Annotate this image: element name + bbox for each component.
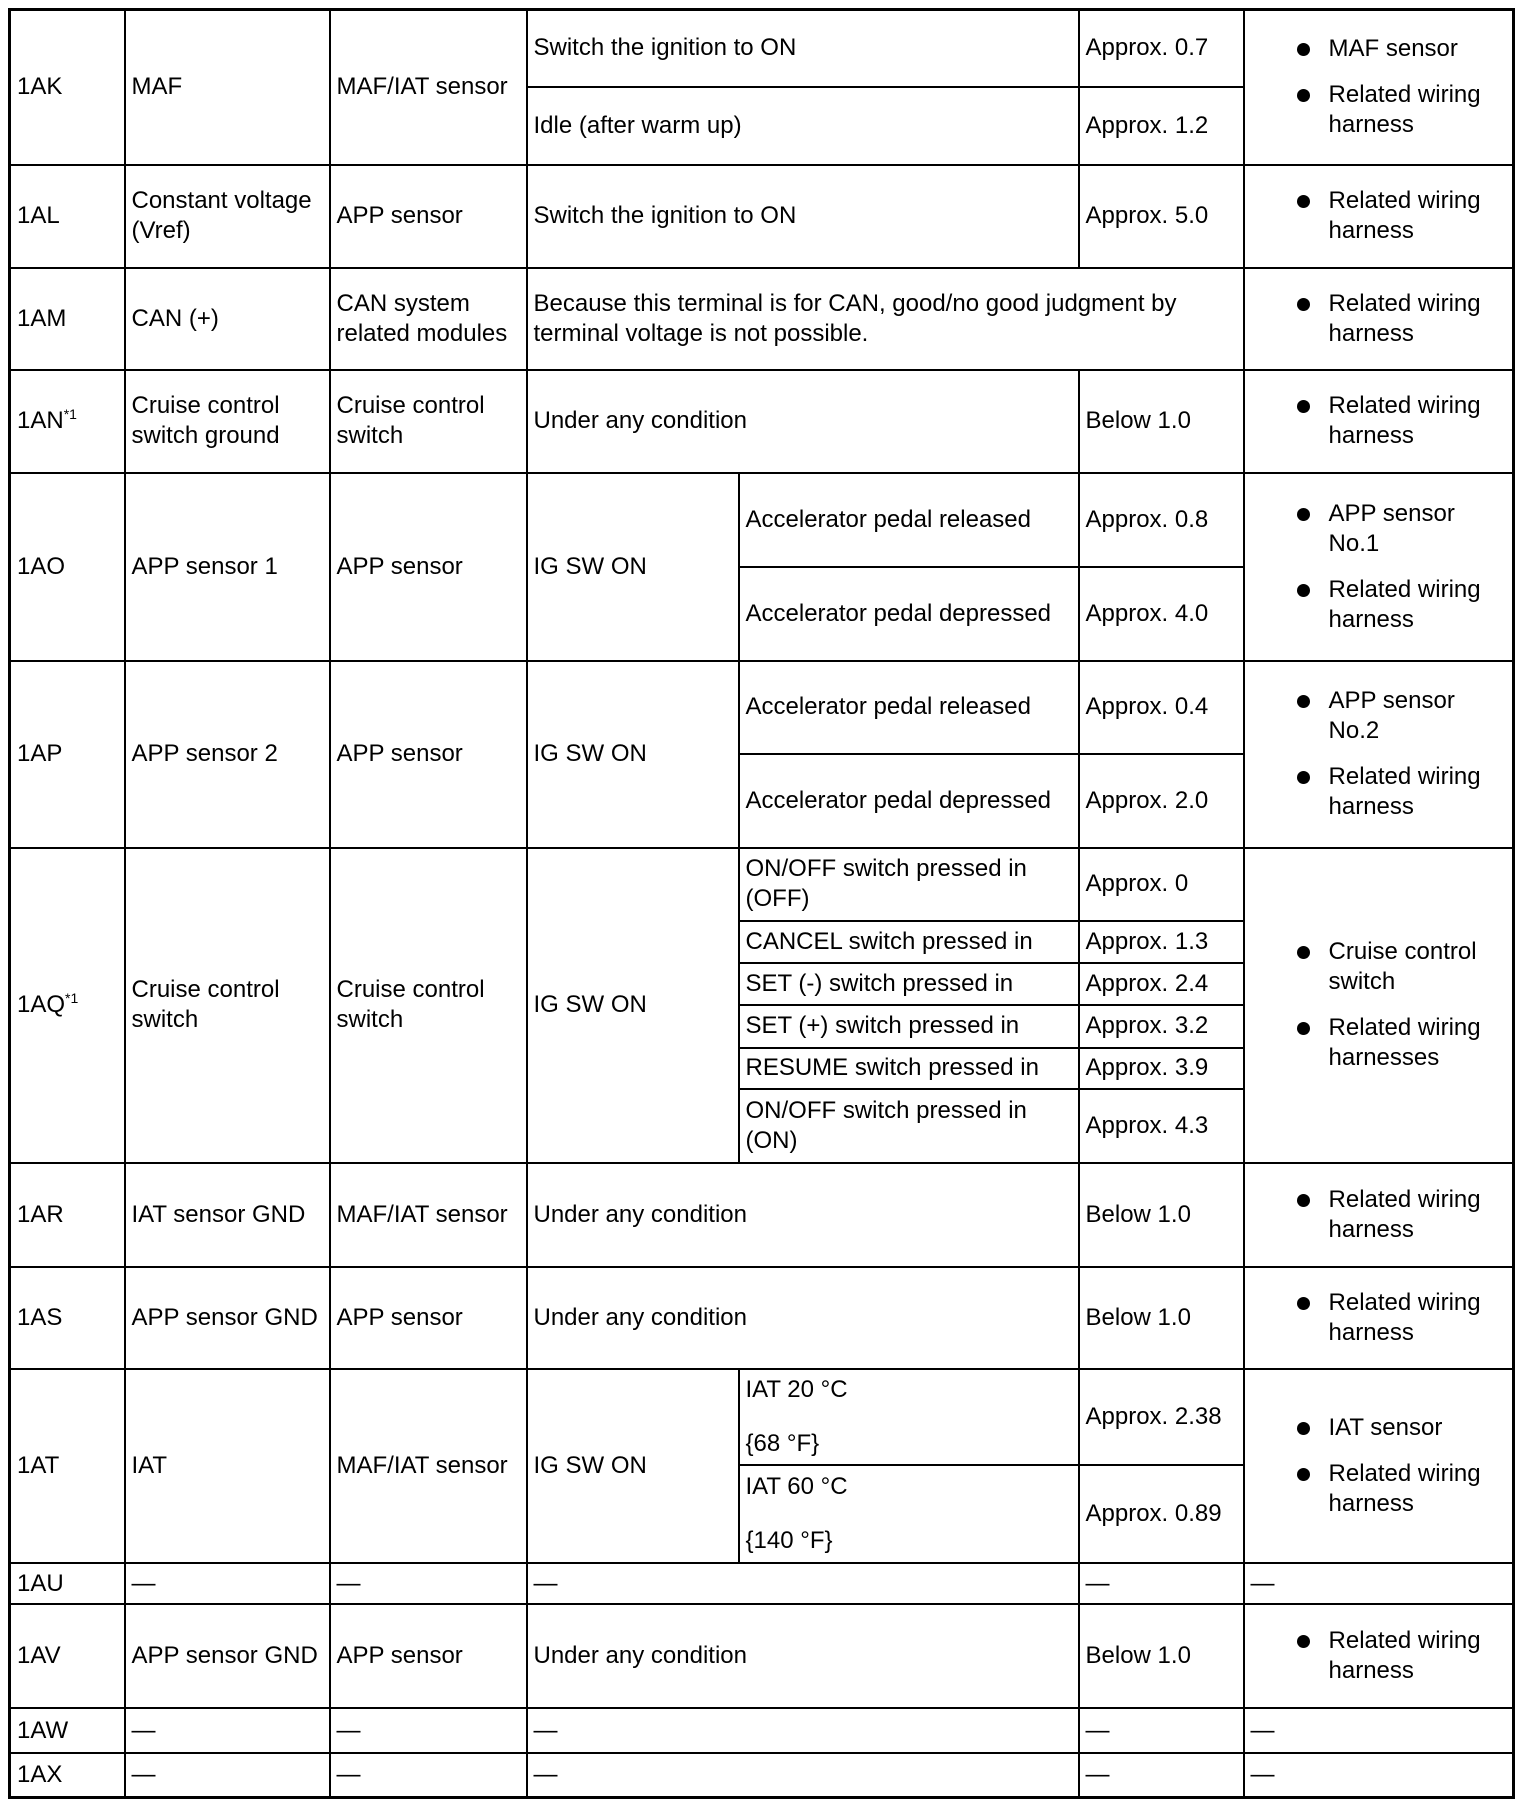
voltage-cell: Below 1.0 <box>1079 370 1244 473</box>
inspection-cell <box>1244 1163 1514 1267</box>
terminal-cell: 1AN$^{*1}$ <box>10 370 125 473</box>
condition-cell: Under any condition <box>527 1267 1079 1369</box>
connected-to-cell: — <box>330 1708 527 1753</box>
inspection-cell <box>1244 1267 1514 1369</box>
voltage-cell: Approx. 0 <box>1079 848 1244 921</box>
bullet-icon <box>1297 43 1310 56</box>
inspection-item: Related wiring harness <box>1251 80 1507 140</box>
inspection-item: APP sensor No.1 <box>1251 499 1507 559</box>
inspection-cell <box>1244 661 1514 848</box>
condition-cell: IG SW ON <box>527 473 739 661</box>
voltage-cell: Approx. 3.2 <box>1079 1005 1244 1048</box>
signal-cell: IAT <box>125 1369 330 1563</box>
signal-cell: APP sensor GND <box>125 1604 330 1708</box>
terminal-voltage-table <box>8 8 1515 1799</box>
table-row <box>10 1267 1514 1369</box>
condition-cell: Under any condition <box>527 370 1079 473</box>
signal-cell: IAT sensor GND <box>125 1163 330 1267</box>
condition-cell: — <box>527 1563 1079 1604</box>
voltage-cell: Approx. 2.38 <box>1079 1369 1244 1465</box>
inspection-item: Related wiring harness <box>1251 289 1507 349</box>
table-row <box>10 661 1514 754</box>
state-line: IAT 60 °C <box>745 1473 848 1501</box>
connected-to-cell: MAF/IAT sensor <box>330 10 527 165</box>
terminal-cell: 1AV <box>10 1604 125 1708</box>
bullet-icon <box>1297 1297 1310 1310</box>
signal-cell: — <box>125 1708 330 1753</box>
voltage-cell: Approx. 0.89 <box>1079 1465 1244 1563</box>
bullet-icon <box>1297 695 1310 708</box>
bullet-icon <box>1297 1022 1310 1035</box>
inspection-item: Related wiring harness <box>1251 1626 1507 1686</box>
inspection-item: APP sensor No.2 <box>1251 686 1507 746</box>
inspection-cell <box>1244 1369 1514 1563</box>
inspection-item: Cruise control switch <box>1251 937 1507 997</box>
connected-to-cell: APP sensor <box>330 1604 527 1708</box>
voltage-cell: — <box>1079 1708 1244 1753</box>
signal-cell: — <box>125 1563 330 1604</box>
signal-cell: MAF <box>125 10 330 165</box>
voltage-cell: Approx. 3.9 <box>1079 1048 1244 1089</box>
table-row <box>10 10 1514 87</box>
condition-cell: — <box>527 1753 1079 1797</box>
table-row <box>10 165 1514 268</box>
inspection-cell <box>1244 165 1514 268</box>
inspection-cell <box>1244 10 1514 165</box>
terminal-cell: 1AK <box>10 10 125 165</box>
table-row <box>10 1708 1514 1753</box>
table-row <box>10 1163 1514 1267</box>
inspection-cell: — <box>1244 1563 1514 1604</box>
inspection-item: Related wiring harness <box>1251 575 1507 635</box>
terminal-cell: 1AP <box>10 661 125 848</box>
voltage-cell: Approx. 2.4 <box>1079 963 1244 1005</box>
state-cell: ON/OFF switch pressed in (ON) <box>739 1089 1079 1163</box>
condition-cell: IG SW ON <box>527 661 739 848</box>
table-row <box>10 473 1514 567</box>
state-cell: SET (+) switch pressed in <box>739 1005 1079 1048</box>
terminal-cell: 1AM <box>10 268 125 370</box>
connected-to-cell: APP sensor <box>330 473 527 661</box>
note-cell: Because this terminal is for CAN, good/no good judgment by terminal voltage is not possible. <box>527 268 1244 370</box>
voltage-cell: Approx. 1.3 <box>1079 921 1244 963</box>
connected-to-cell: CAN system related modules <box>330 268 527 370</box>
connected-to-cell: APP sensor <box>330 1267 527 1369</box>
inspection-item: Related wiring harness <box>1251 1459 1507 1519</box>
condition-cell: Under any condition <box>527 1604 1079 1708</box>
inspection-item: Related wiring harnesses <box>1251 1013 1507 1073</box>
bullet-icon <box>1297 508 1310 521</box>
table-row <box>10 1563 1514 1604</box>
state-line: IAT 20 °C <box>745 1376 848 1404</box>
inspection-cell: — <box>1244 1708 1514 1753</box>
terminal-cell: 1AL <box>10 165 125 268</box>
voltage-cell: Approx. 0.7 <box>1079 10 1244 87</box>
condition-cell: IG SW ON <box>527 848 739 1163</box>
terminal-cell: 1AX <box>10 1753 125 1797</box>
voltage-cell: Below 1.0 <box>1079 1163 1244 1267</box>
bullet-icon <box>1297 89 1310 102</box>
bullet-icon <box>1297 400 1310 413</box>
condition-cell: Switch the ignition to ON <box>527 165 1079 268</box>
footnote-mark: *1 <box>63 406 77 423</box>
condition-cell: Idle (after warm up) <box>527 87 1079 165</box>
state-cell <box>739 1369 1079 1465</box>
bullet-icon <box>1297 584 1310 597</box>
signal-cell: Cruise control switch <box>125 848 330 1163</box>
inspection-cell <box>1244 848 1514 1163</box>
voltage-cell: Approx. 4.0 <box>1079 567 1244 661</box>
connected-to-cell: — <box>330 1753 527 1797</box>
table-row <box>10 268 1514 370</box>
state-cell: RESUME switch pressed in <box>739 1048 1079 1089</box>
state-cell: Accelerator pedal released <box>739 473 1079 567</box>
bullet-icon <box>1297 1635 1310 1648</box>
state-line: {68 °F} <box>745 1430 820 1458</box>
voltage-cell: Approx. 2.0 <box>1079 754 1244 848</box>
inspection-cell: — <box>1244 1753 1514 1797</box>
signal-cell: CAN (+) <box>125 268 330 370</box>
terminal-cell: 1AT <box>10 1369 125 1563</box>
bullet-icon <box>1297 195 1310 208</box>
voltage-cell: Below 1.0 <box>1079 1604 1244 1708</box>
bullet-icon <box>1297 298 1310 311</box>
bullet-icon <box>1297 1422 1310 1435</box>
inspection-item: Related wiring harness <box>1251 1288 1507 1348</box>
state-cell: Accelerator pedal depressed <box>739 754 1079 848</box>
inspection-cell <box>1244 268 1514 370</box>
inspection-item: Related wiring harness <box>1251 1185 1507 1245</box>
terminal-cell: 1AS <box>10 1267 125 1369</box>
signal-cell: Cruise control switch ground <box>125 370 330 473</box>
state-cell <box>739 1465 1079 1563</box>
condition-cell: — <box>527 1708 1079 1753</box>
table-row <box>10 848 1514 921</box>
bullet-icon <box>1297 1194 1310 1207</box>
signal-cell: APP sensor 1 <box>125 473 330 661</box>
signal-cell: APP sensor GND <box>125 1267 330 1369</box>
bullet-icon <box>1297 946 1310 959</box>
voltage-cell: Approx. 5.0 <box>1079 165 1244 268</box>
connected-to-cell: — <box>330 1563 527 1604</box>
table-row <box>10 1753 1514 1797</box>
footnote-mark: *1 <box>65 990 79 1007</box>
connected-to-cell: Cruise control switch <box>330 848 527 1163</box>
inspection-item: Related wiring harness <box>1251 391 1507 451</box>
table-row <box>10 1369 1514 1465</box>
condition-cell: Under any condition <box>527 1163 1079 1267</box>
voltage-cell: Approx. 1.2 <box>1079 87 1244 165</box>
voltage-cell: — <box>1079 1563 1244 1604</box>
condition-cell: Switch the ignition to ON <box>527 10 1079 87</box>
voltage-cell: Approx. 0.4 <box>1079 661 1244 754</box>
voltage-cell: — <box>1079 1753 1244 1797</box>
signal-cell: APP sensor 2 <box>125 661 330 848</box>
table-row <box>10 370 1514 473</box>
connected-to-cell: APP sensor <box>330 165 527 268</box>
bullet-icon <box>1297 1468 1310 1481</box>
inspection-item: Related wiring harness <box>1251 762 1507 822</box>
connected-to-cell: MAF/IAT sensor <box>330 1163 527 1267</box>
state-line: {140 °F} <box>745 1527 833 1555</box>
voltage-cell: Below 1.0 <box>1079 1267 1244 1369</box>
condition-cell: IG SW ON <box>527 1369 739 1563</box>
signal-cell: — <box>125 1753 330 1797</box>
connected-to-cell: Cruise control switch <box>330 370 527 473</box>
state-cell: Accelerator pedal depressed <box>739 567 1079 661</box>
connected-to-cell: APP sensor <box>330 661 527 848</box>
signal-cell: Constant voltage (Vref) <box>125 165 330 268</box>
inspection-item: Related wiring harness <box>1251 186 1507 246</box>
table-row <box>10 1604 1514 1708</box>
inspection-cell <box>1244 1604 1514 1708</box>
terminal-cell: 1AO <box>10 473 125 661</box>
inspection-cell <box>1244 370 1514 473</box>
voltage-cell: Approx. 0.8 <box>1079 473 1244 567</box>
state-cell: ON/OFF switch pressed in (OFF) <box>739 848 1079 921</box>
terminal-cell: 1AW <box>10 1708 125 1753</box>
state-cell: SET (-) switch pressed in <box>739 963 1079 1005</box>
terminal-cell: 1AU <box>10 1563 125 1604</box>
inspection-item: MAF sensor <box>1251 34 1507 64</box>
bullet-icon <box>1297 771 1310 784</box>
inspection-item: IAT sensor <box>1251 1413 1507 1443</box>
terminal-cell: 1AR <box>10 1163 125 1267</box>
state-cell: CANCEL switch pressed in <box>739 921 1079 963</box>
state-cell: Accelerator pedal released <box>739 661 1079 754</box>
inspection-cell <box>1244 473 1514 661</box>
terminal-cell: 1AQ$^{*1}$ <box>10 848 125 1163</box>
connected-to-cell: MAF/IAT sensor <box>330 1369 527 1563</box>
voltage-cell: Approx. 4.3 <box>1079 1089 1244 1163</box>
